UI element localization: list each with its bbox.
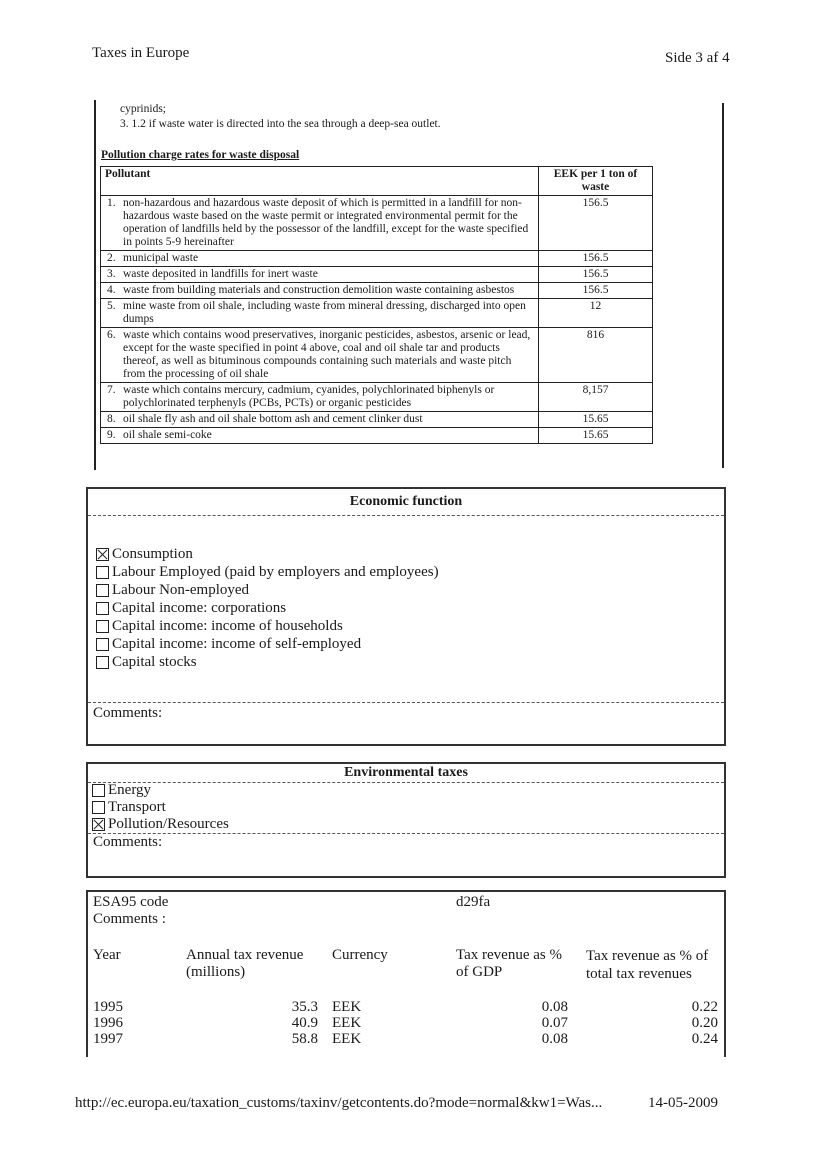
gdp-share-cell: 0.08 (541, 999, 568, 1015)
pollutant-text: waste which contains mercury, cadmium, cyanides, polychlorinated biphenyls or polychlorinated terphenyls (PCBs, PCTs) or organic pesticides (123, 384, 495, 409)
environmental-taxes-box (86, 762, 726, 878)
divider (88, 702, 724, 703)
rate-cell: 156.5 (539, 196, 653, 251)
document-title: Taxes in Europe (92, 45, 190, 61)
economic-function-title: Economic function (88, 489, 724, 516)
pollutant-cell (101, 428, 539, 444)
pollutant-cell (101, 267, 539, 283)
checkbox-option[interactable] (96, 635, 439, 653)
total-share-cell: 0.20 (691, 1015, 718, 1031)
economic-function-options (96, 545, 439, 671)
table-row (101, 299, 653, 328)
col-currency: Currency (332, 947, 388, 963)
pollutant-cell (101, 196, 539, 251)
checkbox-unchecked-icon[interactable] (96, 584, 109, 597)
pollutant-text: non-hazardous and hazardous waste deposit of which is permitted in a landfill for non-hazardous waste based on the waste permit or integrated environmental permit for the operation of landfills held by the possessor of the landfill, except for the waste specified in points 5-9 hereinafter (123, 197, 529, 248)
environmental-taxes-comments-label: Comments: (93, 834, 163, 850)
checkbox-label: Labour Non-employed (112, 582, 250, 598)
checkbox-unchecked-icon[interactable] (92, 784, 105, 797)
environmental-taxes-title: Environmental taxes (88, 764, 724, 783)
rate-cell: 12 (539, 299, 653, 328)
esa-code-value: d29fa (456, 894, 491, 910)
checkbox-label: Transport (108, 799, 166, 815)
rate-cell: 816 (539, 328, 653, 383)
revenue-rows (88, 999, 720, 1047)
row-number: 7. (107, 384, 116, 396)
checkbox-option[interactable] (96, 563, 439, 581)
col-year: Year (93, 947, 121, 963)
revenue-row (88, 1015, 720, 1031)
checkbox-unchecked-icon[interactable] (92, 801, 105, 814)
rate-cell: 15.65 (539, 412, 653, 428)
checkbox-option[interactable] (96, 653, 439, 671)
pollutant-text: waste deposited in landfills for inert waste (123, 268, 318, 280)
pollutant-cell (101, 283, 539, 299)
checkbox-option[interactable] (96, 545, 439, 563)
esa-code-label: ESA95 code (93, 894, 169, 910)
pollutant-text: oil shale semi-coke (123, 429, 212, 441)
year-cell: 1996 (93, 1015, 123, 1031)
col-total-share: Tax revenue as % of total tax revenues (586, 948, 709, 982)
checkbox-checked-icon[interactable] (92, 818, 105, 831)
checkbox-option[interactable] (96, 599, 439, 617)
pollution-charge-table (100, 166, 653, 444)
checkbox-unchecked-icon[interactable] (96, 602, 109, 615)
page-number: Side 3 af 4 (665, 50, 730, 66)
table-row (101, 196, 653, 251)
checkbox-unchecked-icon[interactable] (96, 638, 109, 651)
footer-date: 14-05-2009 (648, 1095, 718, 1111)
currency-cell: EEK (332, 1015, 362, 1031)
checkbox-option[interactable] (96, 581, 439, 599)
checkbox-option[interactable] (92, 799, 229, 816)
pollutant-cell (101, 299, 539, 328)
checkbox-label: Consumption (112, 546, 193, 562)
header-eek-per-ton: EEK per 1 ton of waste (539, 167, 653, 196)
currency-cell: EEK (332, 999, 362, 1015)
pollutant-text: oil shale fly ash and oil shale bottom ash and cement clinker dust (123, 413, 423, 425)
table-row (101, 328, 653, 383)
rate-cell: 15.65 (539, 428, 653, 444)
pollution-table-caption: Pollution charge rates for waste disposal (101, 149, 300, 161)
rate-cell: 8,157 (539, 383, 653, 412)
rate-cell: 156.5 (539, 267, 653, 283)
table-row (101, 283, 653, 299)
table-header-row (101, 167, 653, 196)
section-left-border (94, 100, 96, 470)
table-row (101, 383, 653, 412)
checkbox-unchecked-icon[interactable] (96, 566, 109, 579)
table-row (101, 428, 653, 444)
checkbox-label: Pollution/Resources (108, 816, 229, 832)
pollutant-text: waste from building materials and construction demolition waste containing asbestos (123, 284, 515, 296)
row-number: 2. (107, 252, 116, 264)
rate-cell: 156.5 (539, 251, 653, 267)
row-number: 1. (107, 197, 116, 209)
checkbox-unchecked-icon[interactable] (96, 656, 109, 669)
checkbox-option[interactable] (92, 816, 229, 833)
row-number: 9. (107, 429, 116, 441)
checkbox-checked-icon[interactable] (96, 548, 109, 561)
row-number: 5. (107, 300, 116, 312)
divider (88, 833, 724, 834)
checkbox-label: Capital stocks (112, 654, 197, 670)
year-cell: 1995 (93, 999, 123, 1015)
checkbox-label: Capital income: corporations (112, 600, 287, 616)
row-number: 6. (107, 329, 116, 341)
pollutant-cell (101, 383, 539, 412)
checkbox-option[interactable] (92, 782, 229, 799)
footer-url: http://ec.europa.eu/taxation_customs/taxinv/getcontents.do?mode=normal&kw1=Was... (75, 1095, 603, 1111)
gdp-share-cell: 0.07 (541, 1015, 568, 1031)
row-number: 8. (107, 413, 116, 425)
pollutant-cell (101, 251, 539, 267)
revenue-cell: 58.8 (291, 1031, 318, 1047)
year-cell: 1997 (93, 1031, 123, 1047)
economic-function-comments-label: Comments: (93, 705, 163, 721)
row-number: 4. (107, 284, 116, 296)
pollutant-text: waste which contains wood preservatives, inorganic pesticides, asbestos, arsenic or lead, except for the waste specified in point 4 above, coal and oil shale tar and products thereof, as well as bituminous compounds containing such materials and waste pitch from the processing of oil shale (123, 329, 531, 380)
checkbox-label: Labour Employed (paid by employers and employees) (112, 564, 439, 580)
table-row (101, 267, 653, 283)
checkbox-label: Capital income: income of self-employed (112, 636, 362, 652)
revenue-box (86, 890, 726, 1057)
total-share-cell: 0.22 (691, 999, 718, 1015)
revenue-cell: 40.9 (291, 1015, 318, 1031)
checkbox-option[interactable] (96, 617, 439, 635)
table-row (101, 412, 653, 428)
pollutant-text: mine waste from oil shale, including waste from mineral dressing, discharged into open dumps (123, 300, 526, 325)
header-pollutant: Pollutant (101, 167, 539, 196)
revenue-comments-label: Comments : (93, 911, 166, 927)
checkbox-label: Energy (108, 782, 152, 798)
pollutant-cell (101, 412, 539, 428)
pollutant-text: municipal waste (123, 252, 199, 264)
gdp-share-cell: 0.08 (541, 1031, 568, 1047)
revenue-cell: 35.3 (291, 999, 318, 1015)
row-number: 3. (107, 268, 116, 280)
currency-cell: EEK (332, 1031, 362, 1047)
col-annual-revenue: Annual tax revenue (millions) (186, 947, 304, 980)
environmental-taxes-options (92, 782, 229, 833)
rate-cell: 156.5 (539, 283, 653, 299)
intro-line-1: cyprinids; (120, 103, 166, 115)
revenue-row (88, 1031, 720, 1047)
economic-function-box (86, 487, 726, 746)
total-share-cell: 0.24 (691, 1031, 718, 1047)
table-row (101, 251, 653, 267)
pollutant-cell (101, 328, 539, 383)
intro-line-2: 3. 1.2 if waste water is directed into the sea through a deep-sea outlet. (120, 118, 441, 130)
col-gdp-share: Tax revenue as % of GDP (456, 947, 562, 980)
revenue-row (88, 999, 720, 1015)
checkbox-unchecked-icon[interactable] (96, 620, 109, 633)
section-right-border (722, 103, 724, 468)
checkbox-label: Capital income: income of households (112, 618, 343, 634)
